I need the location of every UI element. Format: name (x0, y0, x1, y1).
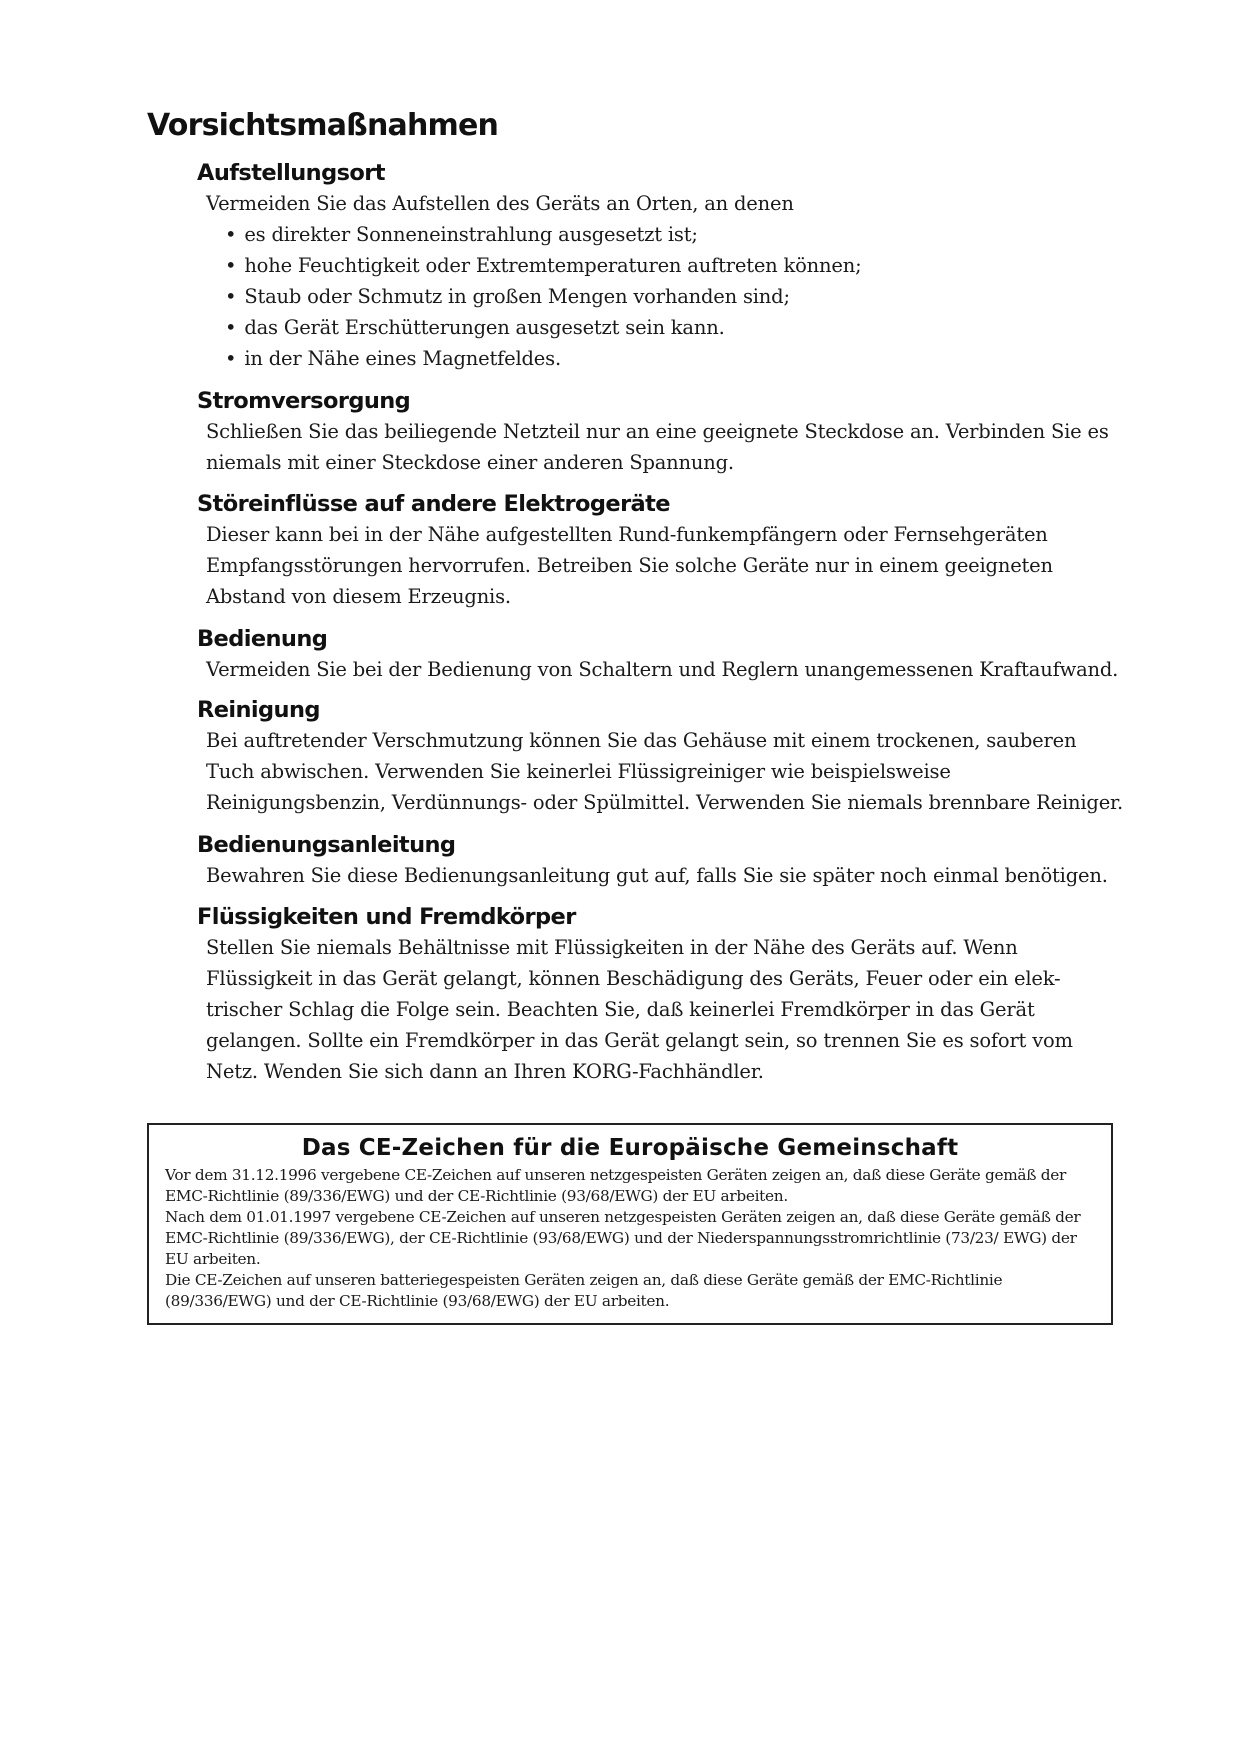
section-heading: Aufstellungsort (197, 160, 385, 186)
section-text: Schließen Sie das beiliegende Netzteil nur an eine geeignete Steckdose an. Verbinden Sie es niemals mit einer Steckdose einer anderen Spannung. (206, 420, 1109, 474)
bullet-list (197, 219, 1127, 374)
section-aufstellungsort (197, 158, 1127, 374)
section-text: Vermeiden Sie bei der Bedienung von Schaltern und Reglern unangemessenen Kraftaufwand. (206, 658, 1119, 681)
section-text: Stellen Sie niemals Behältnisse mit Flüssigkeiten in der Nähe des Geräts auf. Wenn Flüssigkeit in das Gerät gelangt, können Beschädigung des Geräts, Feuer oder ein elek-trischer Schlag die Folge sein. Beachten Sie, daß keinerlei Fremdkörper in das Gerät gelangen. Sollte ein Fremdkörper in das Gerät gelangt sein, so trennen Sie es sofort vom Netz. Wenden Sie sich dann an Ihren KORG-Fachhändler. (206, 936, 1073, 1083)
section-heading: Flüssigkeiten und Fremdkörper (197, 904, 576, 930)
section-text: Dieser kann bei in der Nähe aufgestellten Rund-funkempfängern oder Fernsehgeräten Empfangsstörungen hervorrufen. Betreiben Sie solche Geräte nur in einem geeigneten Abstand von diesem Erzeugnis. (206, 523, 1053, 608)
section-stoereinfluesse (197, 489, 1127, 612)
list-item: • Staub oder Schmutz in großen Mengen vorhanden sind; (225, 281, 1127, 312)
ce-notice-text: Die CE-Zeichen auf unseren batteriegespeisten Geräten zeigen an, daß diese Geräte gemäß der EMC-Richtlinie (89/336/EWG) und der CE-Richtlinie (93/68/EWG) der EU arbeiten. (165, 1271, 1003, 1310)
list-item: • hohe Feuchtigkeit oder Extremtemperaturen auftreten können; (225, 250, 1127, 281)
section-text: Bei auftretender Verschmutzung können Sie das Gehäuse mit einem trockenen, sauberen Tuch abwischen. Verwenden Sie keinerlei Flüssigreiniger wie beispielsweise Reinigungsbenzin, Verdünnungs- oder Spülmittel. Verwenden Sie niemals brennbare Reiniger. (206, 729, 1124, 814)
list-item: • das Gerät Erschütterungen ausgesetzt sein kann. (225, 312, 1127, 343)
ce-notice-text: Nach dem 01.01.1997 vergebene CE-Zeichen auf unseren netzgespeisten Geräten zeigen an, daß diese Geräte gemäß der EMC-Richtlinie (89/336/EWG), der CE-Richtlinie (93/68/EWG) und der Niederspannungsstromrichtlinie (73/23/ EWG) der EU arbeiten. (165, 1208, 1081, 1268)
section-text: Bewahren Sie diese Bedienungsanleitung gut auf, falls Sie sie später noch einmal benötigen. (206, 864, 1108, 887)
page-title: Vorsichtsmaßnahmen (147, 108, 499, 143)
section-heading: Störeinflüsse auf andere Elektrogeräte (197, 491, 670, 517)
section-reinigung (197, 695, 1127, 818)
section-heading: Stromversorgung (197, 388, 411, 414)
ce-notice-title: Das CE-Zeichen für die Europäische Gemeinschaft (301, 1135, 959, 1161)
section-bedienung (197, 624, 1127, 685)
section-heading: Bedienungsanleitung (197, 832, 456, 858)
section-heading: Reinigung (197, 697, 320, 723)
section-fluessigkeiten (197, 902, 1127, 1087)
section-stromversorgung (197, 386, 1127, 478)
section-bedienungsanleitung (197, 830, 1127, 891)
ce-notice-box (147, 1123, 1113, 1325)
section-text: Vermeiden Sie das Aufstellen des Geräts an Orten, an denen (206, 192, 794, 215)
list-item: • es direkter Sonneneinstrahlung ausgesetzt ist; (225, 219, 1127, 250)
list-item: • in der Nähe eines Magnetfeldes. (225, 343, 1127, 374)
section-heading: Bedienung (197, 626, 328, 652)
ce-notice-text: Vor dem 31.12.1996 vergebene CE-Zeichen auf unseren netzgespeisten Geräten zeigen an, daß diese Geräte gemäß der EMC-Richtlinie (89/336/EWG) und der CE-Richtlinie (93/68/EWG) der EU arbeiten. (165, 1166, 1066, 1205)
